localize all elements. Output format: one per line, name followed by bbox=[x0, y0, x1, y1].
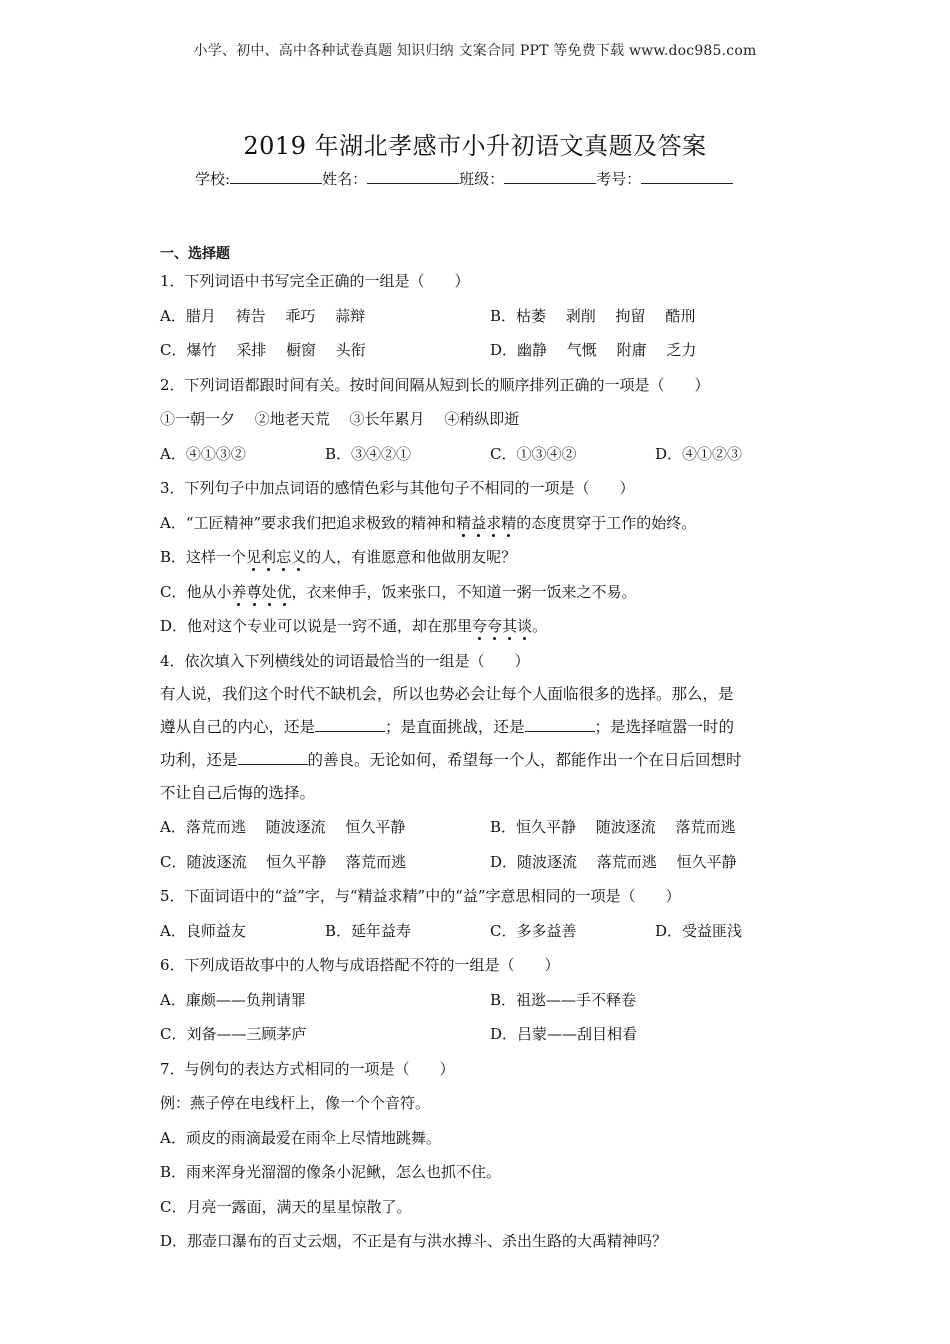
q4-option-d: D．随波逐流 落荒而逃 恒久平静 bbox=[490, 852, 737, 871]
q4-option-c: C．随波逐流 恒久平静 落荒而逃 bbox=[160, 852, 407, 871]
q1-options-row-1 bbox=[160, 299, 800, 334]
q4-passage-text: ；是直面挑战，还是 bbox=[385, 718, 525, 736]
q1-option-d: D．幽静 气慨 附庸 乏力 bbox=[490, 341, 697, 359]
q1-option-a: A．腊月 祷告 乖巧 蒜辩 bbox=[160, 306, 366, 325]
q6-options-row-1 bbox=[160, 983, 800, 1018]
q2-items: ①一朝一夕 ②地老天荒 ③长年累月 ④稍纵即逝 bbox=[160, 410, 520, 428]
q4-blank-2 bbox=[525, 717, 595, 732]
q3-d-emphasis: 夸夸其谈 bbox=[472, 617, 533, 635]
class-label: 班级： bbox=[459, 170, 505, 188]
q4-passage-text: 功利，还是 bbox=[160, 751, 238, 769]
q2-option-a: A．④①③② bbox=[160, 444, 246, 463]
q3-d-text: D．他对这个专业可以说是一窍不通，却在那里 bbox=[160, 617, 473, 635]
q7-option-b: B．雨来浑身光溜溜的像条小泥鳅，怎么也抓不住。 bbox=[160, 1163, 502, 1181]
q5-option-b: B．延年益寿 bbox=[325, 921, 412, 940]
q6-option-b: B．祖逖——手不释卷 bbox=[490, 990, 637, 1009]
q3-b-text-end: 的人，有谁愿意和他做朋友呢？ bbox=[306, 548, 517, 566]
q4-blank-1 bbox=[315, 717, 385, 732]
q3-c-emphasis: 养尊处优 bbox=[231, 582, 292, 601]
q4-passage-text: 遵从自己的内心，还是 bbox=[160, 718, 316, 736]
number-label: 考号： bbox=[596, 170, 642, 188]
q5-option-c: C．多多益善 bbox=[490, 921, 577, 940]
q4-passage-text: ；是选择喧嚣一时的 bbox=[594, 718, 735, 736]
q3-b-emphasis: 见利忘义 bbox=[246, 548, 307, 566]
q3-option-d bbox=[160, 609, 800, 644]
q3-c-text: C．他从小 bbox=[160, 582, 232, 601]
page-title: 2019 年湖北孝感市小升初语文真题及答案 bbox=[243, 132, 707, 160]
q2-option-c: C．①③④② bbox=[490, 444, 577, 463]
page-header: 小学、初中、高中各种试卷真题 知识归纳 文案合同 PPT 等免费下载 www.doc985.com bbox=[193, 43, 757, 59]
q6-options-row-2 bbox=[160, 1017, 800, 1052]
q1-options-row-2 bbox=[160, 333, 800, 368]
q3-d-text-end: 。 bbox=[532, 617, 548, 635]
q3-option-a bbox=[160, 506, 800, 541]
q4-option-b: B．恒久平静 随波逐流 落荒而逃 bbox=[490, 818, 736, 836]
q5-option-d: D．受益匪浅 bbox=[655, 921, 743, 940]
q4-option-a: A．落荒而逃 随波逐流 恒久平静 bbox=[160, 818, 406, 836]
q2-option-d: D．④①②③ bbox=[655, 444, 743, 463]
q7-option-d: D．那壶口瀑布的百丈云烟，不正是有与洪水搏斗、杀出生路的大禹精神吗？ bbox=[160, 1232, 668, 1250]
q4-passage-line-2 bbox=[160, 711, 800, 744]
q1-option-c: C．爆竹 采排 橱窗 头衔 bbox=[160, 341, 366, 359]
q5-options-row bbox=[160, 914, 800, 949]
q5-option-a: A．良师益友 bbox=[160, 921, 246, 940]
q6-stem: 6．下列成语故事中的人物与成语搭配不符的一组是（ ） bbox=[160, 956, 560, 974]
q6-option-d: D．吕蒙——刮目相看 bbox=[490, 1025, 638, 1043]
q3-a-text-end: 的态度贯穿于工作的始终。 bbox=[516, 513, 697, 532]
q5-stem: 5．下面词语中的“益”字，与“精益求精”中的“益”字意思相同的一项是（ ） bbox=[160, 887, 681, 905]
q3-a-emphasis: 精益求精 bbox=[456, 513, 517, 532]
q4-stem: 4．依次填入下列横线处的词语最恰当的一组是（ ） bbox=[160, 651, 530, 670]
section-heading: 一、选择题 bbox=[160, 246, 230, 262]
q6-option-a: A．廉颇——负荆请罪 bbox=[160, 990, 306, 1009]
q3-stem: 3．下列句子中加点词语的感情色彩与其他句子不相同的一项是（ ） bbox=[160, 479, 635, 497]
q3-option-b bbox=[160, 540, 800, 575]
exam-content bbox=[160, 244, 800, 1259]
q6-option-c: C．刘备——三顾茅庐 bbox=[160, 1025, 307, 1043]
number-blank bbox=[641, 169, 733, 184]
q3-b-text: B．这样一个 bbox=[160, 548, 247, 566]
q3-option-c bbox=[160, 575, 800, 610]
q1-stem: 1．下列词语中书写完全正确的一组是（ ） bbox=[160, 272, 470, 290]
q2-option-b: B．③④②① bbox=[325, 444, 412, 463]
q2-stem: 2．下列词语都跟时间有关。按时间间隔从短到长的顺序排列正确的一项是（ ） bbox=[160, 375, 710, 394]
q4-options-row-1 bbox=[160, 810, 800, 845]
q7-example: 例：燕子停在电线杆上，像一个个音符。 bbox=[160, 1094, 431, 1112]
q4-passage-line-3 bbox=[160, 744, 800, 777]
class-blank bbox=[504, 169, 596, 184]
name-label: 姓名： bbox=[322, 170, 368, 188]
school-label: 学校: bbox=[195, 170, 231, 188]
q4-options-row-2 bbox=[160, 845, 800, 880]
q7-option-a: A．顽皮的雨滴最爱在雨伞上尽情地跳舞。 bbox=[160, 1128, 441, 1147]
q7-stem: 7．与例句的表达方式相同的一项是（ ） bbox=[160, 1059, 455, 1078]
q1-option-b: B．枯萎 剥削 拘留 酷刑 bbox=[490, 306, 696, 325]
q3-a-text: A．“工匠精神”要求我们把追求极致的精神和 bbox=[160, 513, 457, 532]
q7-option-c: C．月亮一露面，满天的星星惊散了。 bbox=[160, 1197, 412, 1216]
q2-options-row bbox=[160, 437, 800, 472]
q4-passage-line-1: 有人说，我们这个时代不缺机会，所以也势必会让每个人面临很多的选择。那么，是 bbox=[160, 685, 734, 703]
q3-c-text-end: ，衣来伸手，饭来张口，不知道一粥一饭来之不易。 bbox=[291, 582, 637, 601]
q4-blank-3 bbox=[238, 750, 308, 765]
student-info-line bbox=[195, 168, 733, 189]
school-blank bbox=[230, 169, 322, 184]
name-blank bbox=[367, 169, 459, 184]
q4-passage-text: 的善良。无论如何，希望每一个人，都能作出一个在日后回想时 bbox=[307, 751, 742, 769]
q4-passage-line-4: 不让自己后悔的选择。 bbox=[160, 784, 316, 802]
